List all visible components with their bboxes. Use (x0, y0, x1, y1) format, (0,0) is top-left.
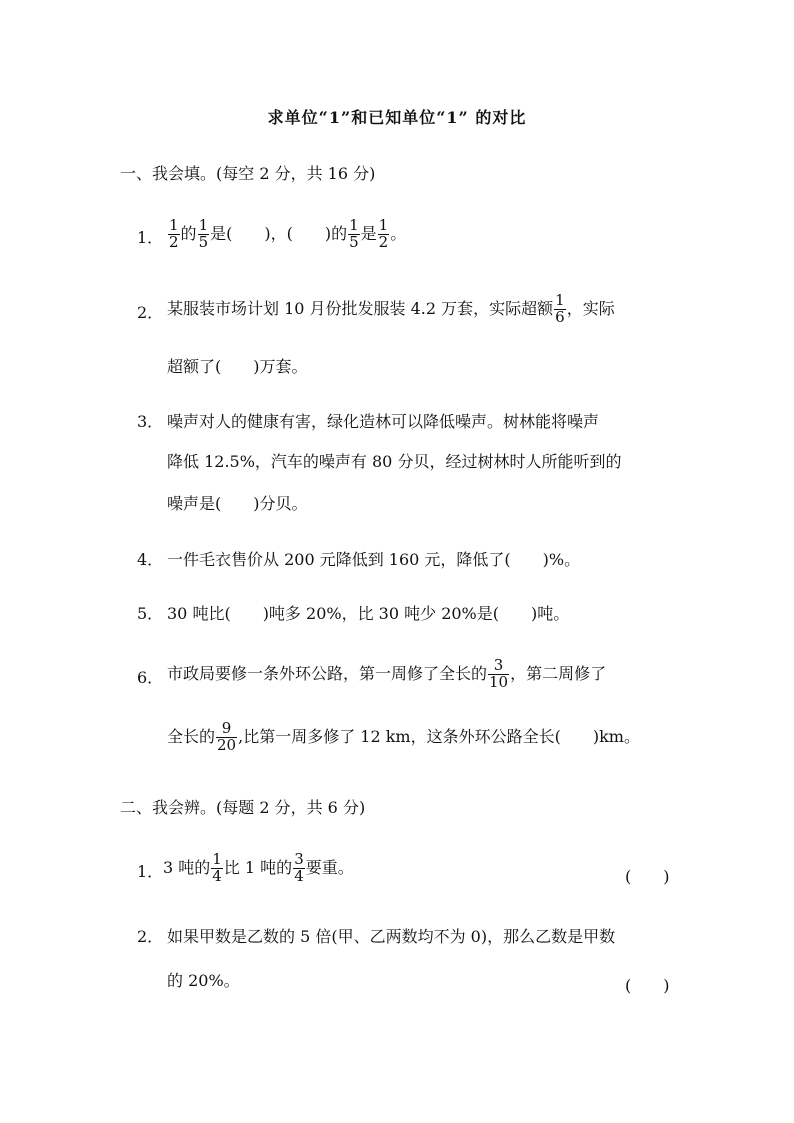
fraction: $\frac{3}{10}$ (489, 656, 509, 691)
s2-q2-answer-parens[interactable]: ( ) (625, 976, 670, 995)
s2-q2-line1: 如果甲数是乙数的 5 倍(甲、乙两数均不为 0)，那么乙数是甲数 (167, 927, 616, 946)
s1-q6-line1: 市政局要修一条外环公路，第一周修了全长的 $\frac{3}{10}$ ，第二周修了 (167, 656, 607, 691)
s1-q6-line2: 全长的 $\frac{9}{20}$ ,比第一周多修了 12 km，这条外环公路全长( )km。 (167, 719, 640, 754)
fraction: $\frac{1}{5}$ (198, 216, 209, 251)
fraction: $\frac{1}{4}$ (212, 850, 222, 885)
s1-q3-line2: 降低 12.5%，汽车的噪声有 80 分贝，经过树林时人所能听到的 (167, 452, 622, 471)
s1-q5-text: 30 吨比( )吨多 20%，比 30 吨少 20%是( )吨。 (167, 604, 570, 623)
s1-q2-number: 2． (137, 303, 164, 322)
fraction: $\frac{3}{4}$ (294, 850, 304, 885)
s1-q3-number: 3． (137, 412, 164, 431)
s2-q1-text: 3 吨的 $\frac{1}{4}$ 比 1 吨的 $\frac{3}{4}$ 要重。 (163, 850, 354, 885)
s2-q1-number: 1． (137, 862, 164, 881)
s1-q6-number: 6． (137, 668, 164, 687)
s1-q2-line1: 某服装市场计划 10 月份批发服装 4.2 万套，实际超额 $\frac{1}{6}$ ，实际 (167, 291, 615, 326)
s1-q5-number: 5． (137, 604, 164, 623)
s1-q3-line1: 噪声对人的健康有害，绿化造林可以降低噪声。树林能将噪声 (167, 412, 600, 431)
s1-q2-line2: 超额了( )万套。 (167, 357, 308, 376)
fraction: $\frac{1}{2}$ (169, 216, 179, 251)
s1-q1-number: 1． (137, 228, 164, 247)
section-1-heading: 一、我会填。(每空 2 分，共 16 分) (120, 164, 376, 183)
s2-q2-number: 2． (137, 927, 164, 946)
s1-q4-number: 4． (137, 550, 164, 569)
s2-q1-answer-parens[interactable]: ( ) (625, 867, 670, 886)
page-title: 求单位“1”和已知单位“1” 的对比 (267, 108, 527, 127)
fraction: $\frac{1}{2}$ (378, 216, 389, 251)
section-2-heading: 二、我会辨。(每题 2 分，共 6 分) (120, 798, 366, 817)
s1-q1-text: $\frac{1}{2}$ 的 $\frac{1}{5}$ 是( )，( )的 $\frac{1}{5}$ 是 $\frac{1}{2}$ 。 (169, 216, 407, 251)
fraction: $\frac{9}{20}$ (217, 719, 237, 754)
s2-q2-line2: 的 20%。 (167, 971, 240, 990)
fraction: $\frac{1}{5}$ (349, 216, 359, 251)
s1-q3-line3: 噪声是( )分贝。 (167, 494, 308, 513)
s1-q4-text: 一件毛衣售价从 200 元降低到 160 元，降低了( )%。 (167, 550, 581, 569)
fraction: $\frac{1}{6}$ (555, 291, 565, 326)
